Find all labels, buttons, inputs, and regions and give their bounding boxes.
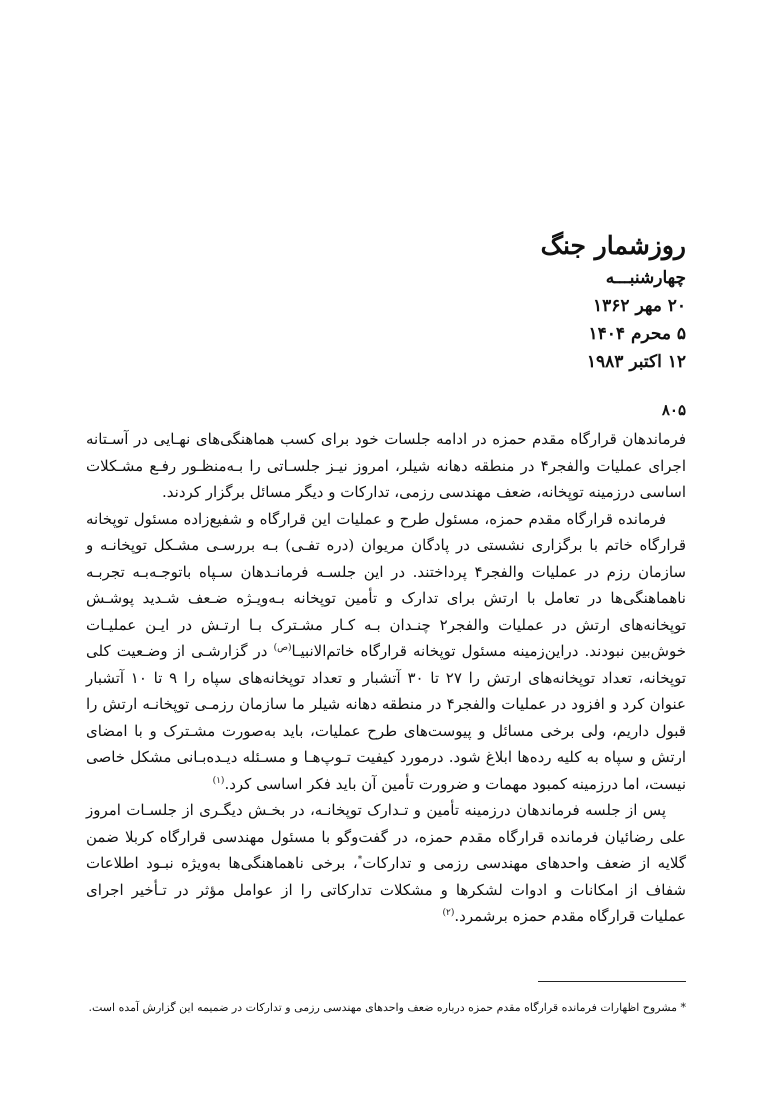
footnote: * مشروح اظهارات فرمانده قرارگاه مقدم حمزه درباره ضعف واحدهای مهندسی رزمی و تدارکات در ضمیمه این گزارش آمده است.: [88, 1001, 686, 1014]
paragraph-2: [86, 506, 686, 798]
paragraph-2-part-a: فرمانده قرارگاه مقدم حمزه، مسئول طرح و عملیات این قرارگاه و شفیع‌زاده مسئول توپخانه قرارگاه خاتم با برگزاری نشستی در پادگان مریوان (دره تفـی) بـه بررسـی مشـکل توپخانـه و سازمان رزم در عملیات والفجر۴ پرداختند. در این جلسـه فرمانـدهان سـپاه باتوجـه‌بـه تجربـه ناهماهنگی‌ها در تعامل با ارتش برای تدارک و تأمین توپخانه بـه‌ویـژه ضـعف شـدید پوشـش توپخانه‌های ارتش در عملیات والفجر۲ چنـدان بـه کـار مشـترک بـا ارتـش در ایـن عملیـات خوش‌بین نبودند. دراین‌زمینه مسئول توپخانه قرارگاه خاتم‌الانبیـا: [86, 509, 686, 660]
entry-body: [86, 426, 686, 930]
footnote-star-marker: *: [357, 855, 363, 865]
honorific-superscript: (ص): [273, 643, 292, 653]
date-heading: [286, 228, 686, 376]
page-title: روزشمار جنگ: [540, 231, 686, 260]
date-solar: ۲۰ مهر ۱۳۶۲: [593, 296, 686, 316]
date-gregorian: ۱۲ اکتبر ۱۹۸۳: [586, 352, 686, 372]
paragraph-3: [86, 797, 686, 930]
reference-marker-1: (۱): [212, 775, 225, 786]
footnote-divider: [538, 981, 686, 982]
paragraph-1: فرماندهان قرارگاه مقدم حمزه در ادامه جلسات خود برای کسب هماهنگی‌های نهـایی در آسـتانه اجرای عملیات والفجر۴ در منطقه دهانه شیلر، امروز نیـز جلسـاتی را بـه‌منظـور رفـع مشـکلات اساسی درزمینه توپخانه، ضعف مهندسی رزمی، تدارکات و دیگر مسائل برگزار کردند.: [86, 430, 686, 501]
reference-marker-2: (۲): [442, 908, 455, 918]
paragraph-3-part-a: پس از جلسه فرماندهان درزمینه تأمین و تـدارک توپخانـه، در بخـش دیگـری از جلسـات امروز علی رضائیان فرمانده قرارگاه مقدم حمزه، در گفت‌وگو با مسئول مهندسی قرارگاه کربلا ضمن گلایه از ضعف واحدهای مهندسی رزمی و تدارکات: [86, 801, 686, 872]
date-lunar: ۵ محرم ۱۴۰۴: [588, 324, 686, 344]
paragraph-2-part-b: در گزارشـی از وضـعیت کلی توپخانه، تعداد توپخانه‌های ارتش را ۲۷ تا ۳۰ آتشبار و تعداد توپخانه‌های سپاه را ۹ تا ۱۰ آتشبار عنوان کرد و افزود در عملیات والفجر۴ در منطقه دهانه شیلر ما سازمان رزمـی توپخانـه ارتش را قبول داریم، ولی برخی مسائل و پیوست‌های طرح عملیات، باید به‌صورت مشـترک و با امضای ارتش و سپاه به کلیه رده‌ها ابلاغ شود. درمورد کیفیت تـوپ‌هـا و مسـئله دیـده‌بـانی مشکل خاصی نیست، اما درزمینه کمبود مهمات و ضرورت تأمین آن باید فکر اساسی کرد.: [86, 642, 686, 793]
paragraph-3-part-b: ، برخی ناهماهنگی‌ها به‌ویژه نبـود اطلاعات شفاف از امکانات و ادوات لشکرها و مشکلات تدارکاتی را از عوامل مؤثر در تـأخیر اجرای عملیات قرارگاه مقدم حمزه برشمرد.: [86, 854, 686, 925]
weekday: چهارشنبـــه: [605, 268, 686, 288]
entry-number: ۸۰۵: [661, 401, 686, 419]
